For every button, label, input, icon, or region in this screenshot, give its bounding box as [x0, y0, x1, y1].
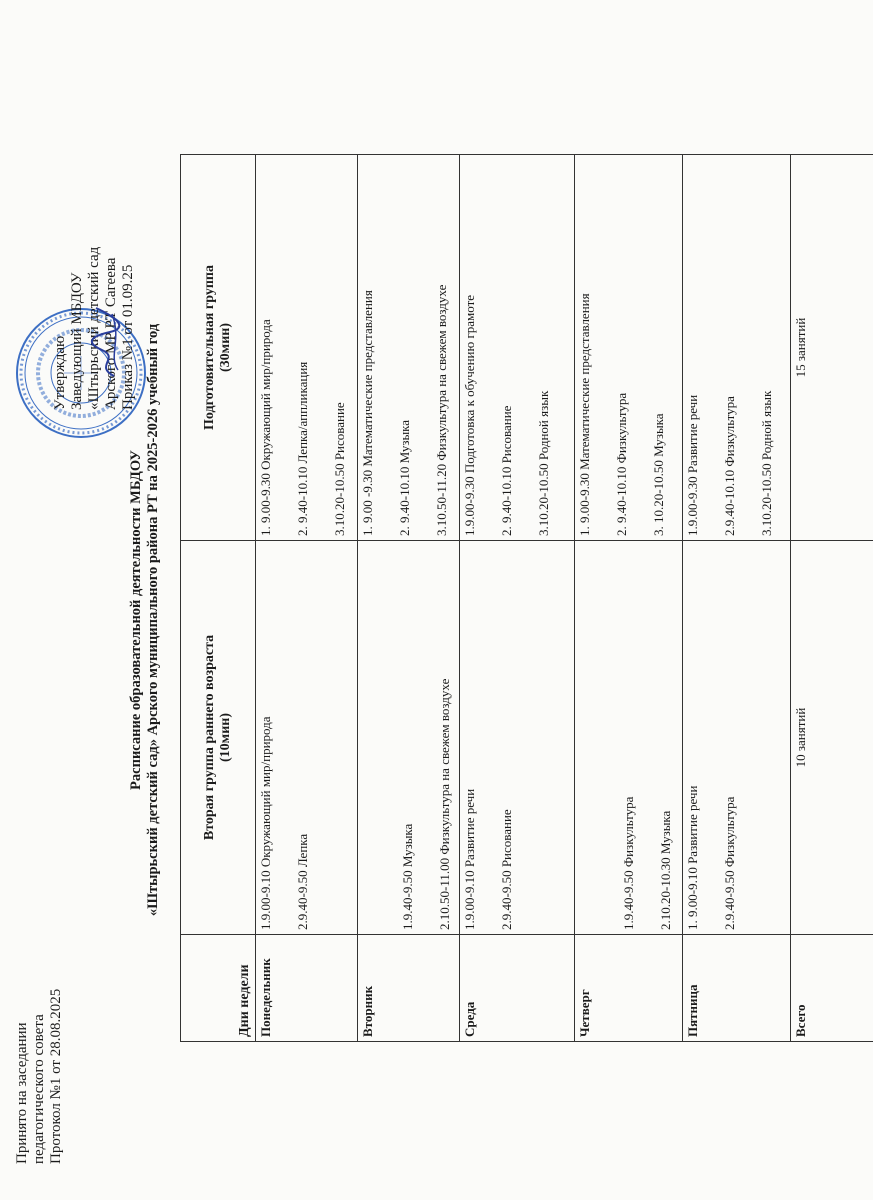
- table-row: [575, 155, 683, 1042]
- header-group-prep-title: Подготовительная группа: [202, 265, 217, 430]
- early-group-cell: [683, 541, 791, 935]
- lesson-item: 1.9.40-9.50 Физкультура: [621, 796, 636, 930]
- order-label: Приказ №: [120, 345, 136, 410]
- table-row: [683, 155, 791, 1042]
- header-group-early: [181, 541, 256, 935]
- signature-icon: [88, 304, 124, 380]
- lesson-item: 2.9.40-9.50 Рисование: [499, 809, 514, 930]
- lesson-item: 1. 9.00 -9.30 Математические представления: [360, 290, 375, 536]
- lesson-item: 3.10.50-11.20 Физкультура на свежем воздухе: [434, 284, 449, 536]
- lesson-item: 1.9.00-9.10 Развитие речи: [462, 788, 477, 930]
- acceptance-note: [14, 989, 65, 1164]
- prep-group-cell: [358, 155, 460, 541]
- lesson-item: 2.9.40-9.50 Лепка: [295, 833, 310, 930]
- acceptance-line-1: Принято на заседании: [14, 1022, 30, 1164]
- lesson-item: 3.10.20-10.50 Родной язык: [536, 390, 551, 536]
- document-title: [128, 170, 162, 1070]
- lesson-item: 2. 9.40-10.10 Лепка/аппликация: [295, 361, 310, 536]
- order-date: от 01.09.25: [120, 264, 136, 335]
- lesson-item: 2.10.50-11.00 Физкультура на свежем воздухе: [437, 678, 452, 930]
- approval-line-2: Заведующий МБДОУ: [69, 272, 85, 410]
- lesson-item: 1.9.00-9.10 Окружающий мир/природа: [258, 716, 273, 930]
- header-group-early-duration: (10мин): [218, 713, 233, 762]
- order-number: 1: [120, 338, 136, 346]
- table-row-total: [791, 155, 873, 1042]
- lesson-item: 1.9.00-9.30 Подготовка к обучению грамоте: [462, 294, 477, 536]
- approval-line-3: «Штырьский детский сад: [86, 246, 102, 410]
- approval-line-1: Утверждаю: [52, 335, 68, 410]
- day-cell: Пятница: [683, 935, 791, 1042]
- schedule-table: [180, 154, 873, 1042]
- prep-group-cell: [256, 155, 358, 541]
- lesson-item: 2. 9.40-10.10 Физкультура: [614, 392, 629, 536]
- lesson-item: 2.9.40-9.50 Физкультура: [722, 796, 737, 930]
- prep-group-cell: [575, 155, 683, 541]
- lesson-item: 2. 9.40-10.10 Рисование: [499, 405, 514, 536]
- day-cell: Вторник: [358, 935, 460, 1042]
- header-group-early-title: Вторая группа раннего возраста: [202, 634, 217, 841]
- lesson-item: 1.9.40-9.50 Музыка: [400, 823, 415, 930]
- total-label: Всего: [791, 935, 873, 1042]
- lesson-item: 3.10.20-10.50 Рисование: [332, 402, 347, 536]
- lesson-item: 2.10.20-10.30 Музыка: [658, 810, 673, 930]
- lesson-item: 3.10.20-10.50 Родной язык: [759, 390, 774, 536]
- header-group-prep-duration: (30мин): [218, 323, 233, 372]
- acceptance-line-2: педагогического совета: [31, 1014, 47, 1164]
- approval-name: Сагеева: [103, 257, 119, 308]
- lesson-item: 1. 9.00-9.30 Окружающий мир/природа: [258, 319, 273, 536]
- early-group-cell: [256, 541, 358, 935]
- lesson-item: 2. 9.40-10.10 Музыка: [397, 419, 412, 536]
- lesson-item: 1. 9.00-9.30 Математические представления: [577, 293, 592, 536]
- table-header-row: [181, 155, 256, 1042]
- header-days: Дни недели: [181, 935, 256, 1042]
- title-line-2: «Штырьский детский сад» Арского муниципального района РТ на 2025-2026 учебный год: [145, 323, 161, 917]
- total-prep-group: 15 занятий: [791, 155, 873, 541]
- lesson-item: 1.9.00-9.30 Развитие речи: [685, 394, 700, 536]
- table-row: [256, 155, 358, 1042]
- acceptance-line-3: Протокол №1 от 28.08.2025: [48, 988, 64, 1164]
- approval-district: Арского МР РТ: [103, 310, 119, 410]
- prep-group-cell: [683, 155, 791, 541]
- total-early-group: 10 занятий: [791, 541, 873, 935]
- table-row: [460, 155, 575, 1042]
- early-group-cell: [460, 541, 575, 935]
- prep-group-cell: [460, 155, 575, 541]
- day-cell: Четверг: [575, 935, 683, 1042]
- early-group-cell: [575, 541, 683, 935]
- lesson-item: 3. 10.20-10.50 Музыка: [651, 413, 666, 536]
- lesson-item: 2.9.40-10.10 Физкультура: [722, 396, 737, 536]
- title-line-1: Расписание образовательной деятельности МБДОУ: [128, 450, 144, 790]
- day-cell: Понедельник: [256, 935, 358, 1042]
- header-group-prep: [181, 155, 256, 541]
- table-row: [358, 155, 460, 1042]
- lesson-item: 1. 9.00-9.10 Развитие речи: [685, 785, 700, 930]
- early-group-cell: [358, 541, 460, 935]
- day-cell: Среда: [460, 935, 575, 1042]
